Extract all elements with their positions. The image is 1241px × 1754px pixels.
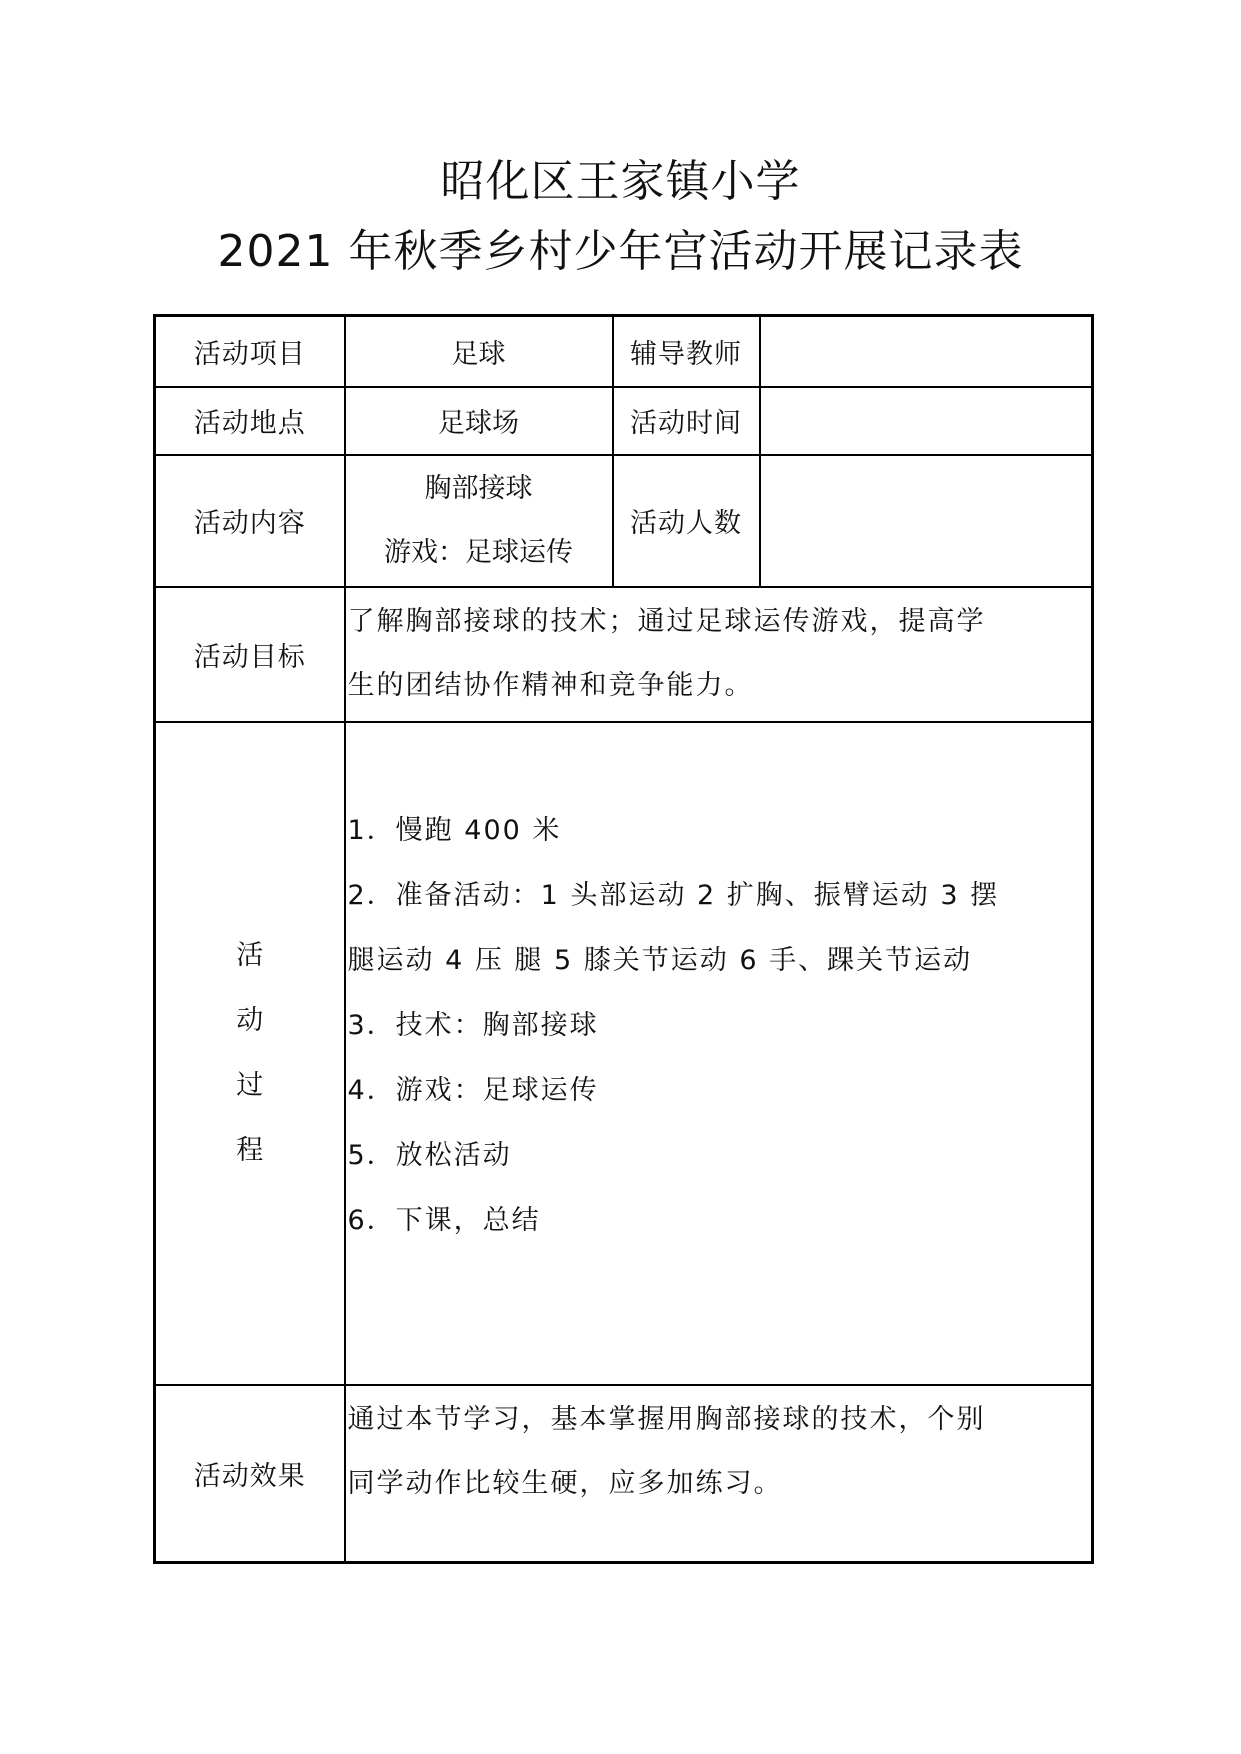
project-label: 活动项目 bbox=[155, 316, 345, 387]
effect-line: 通过本节学习，基本掌握用胸部接球的技术，个别 bbox=[347, 1403, 986, 1435]
process-step: 3．技术：胸部接球 bbox=[347, 1009, 599, 1041]
process-label-char: 动 bbox=[236, 1005, 264, 1036]
teacher-label: 辅导教师 bbox=[613, 316, 760, 387]
row-project bbox=[155, 316, 1093, 387]
goal-value bbox=[345, 587, 1093, 722]
process-step: 6．下课，总结 bbox=[347, 1204, 541, 1236]
content-label: 活动内容 bbox=[155, 455, 345, 587]
process-label bbox=[155, 722, 345, 1385]
people-value bbox=[760, 455, 1093, 587]
project-value: 足球 bbox=[345, 316, 613, 387]
time-value bbox=[760, 387, 1093, 455]
people-label: 活动人数 bbox=[613, 455, 760, 587]
effect-line: 同学动作比较生硬，应多加练习。 bbox=[347, 1467, 783, 1499]
content-line: 游戏：足球运传 bbox=[384, 536, 573, 568]
time-label: 活动时间 bbox=[613, 387, 760, 455]
process-step: 4．游戏：足球运传 bbox=[347, 1074, 599, 1106]
process-label-char: 活 bbox=[236, 940, 264, 971]
goal-line: 了解胸部接球的技术；通过足球运传游戏，提高学 bbox=[347, 606, 986, 637]
row-effect bbox=[155, 1385, 1093, 1563]
content-value bbox=[345, 455, 613, 587]
teacher-value bbox=[760, 316, 1093, 387]
process-step: 腿运动 4 压 腿 5 膝关节运动 6 手、踝关节运动 bbox=[347, 944, 973, 976]
process-step: 1．慢跑 400 米 bbox=[347, 814, 562, 846]
process-steps bbox=[345, 722, 1093, 1385]
row-content bbox=[155, 455, 1093, 587]
process-step: 5．放松活动 bbox=[347, 1139, 512, 1171]
effect-label: 活动效果 bbox=[155, 1385, 345, 1563]
goal-label: 活动目标 bbox=[155, 587, 345, 722]
document-title: 2021 年秋季乡村少年宫活动开展记录表 bbox=[217, 226, 1024, 277]
row-process bbox=[155, 722, 1093, 1385]
process-label-char: 过 bbox=[236, 1070, 264, 1101]
process-step: 2．准备活动：1 头部运动 2 扩胸、振臂运动 3 摆 bbox=[347, 879, 1000, 911]
location-label: 活动地点 bbox=[155, 387, 345, 455]
activity-record-table bbox=[153, 314, 1094, 1564]
location-value: 足球场 bbox=[345, 387, 613, 455]
row-location bbox=[155, 387, 1093, 455]
effect-value bbox=[345, 1385, 1093, 1563]
goal-line: 生的团结协作精神和竞争能力。 bbox=[347, 670, 754, 701]
content-line: 胸部接球 bbox=[424, 472, 533, 504]
school-name: 昭化区王家镇小学 bbox=[440, 156, 801, 207]
process-label-char: 程 bbox=[236, 1135, 264, 1166]
row-goal bbox=[155, 587, 1093, 722]
